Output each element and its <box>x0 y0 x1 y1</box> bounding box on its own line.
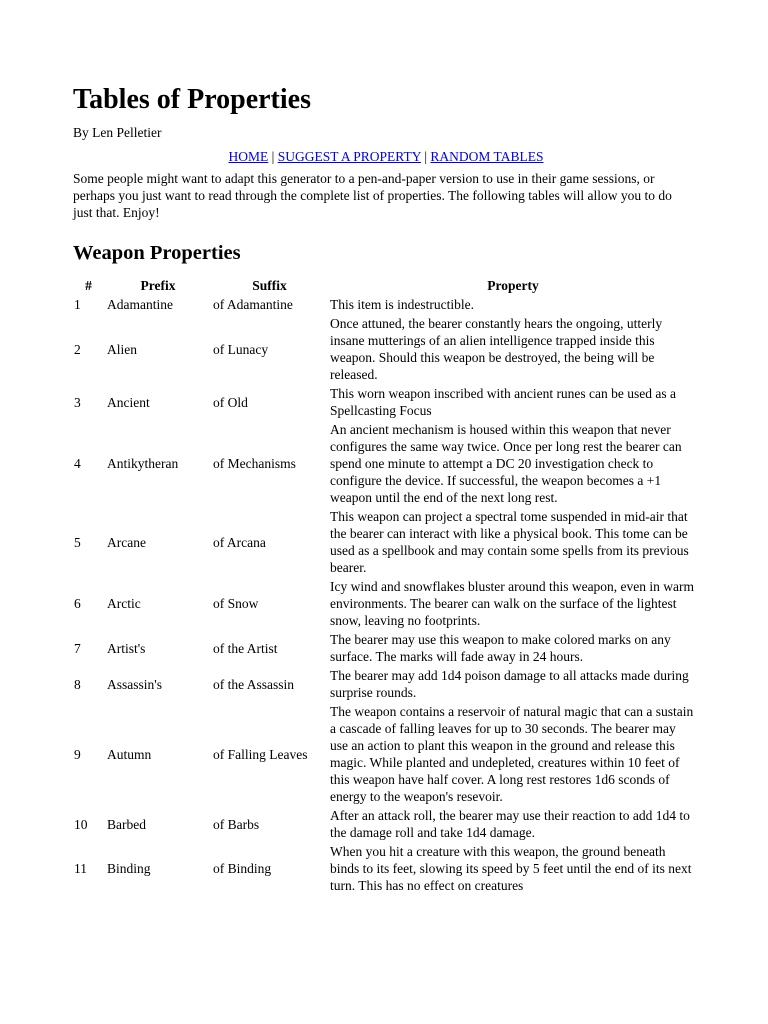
nav-separator: | <box>268 149 278 164</box>
row-suffix: of Adamantine <box>213 297 293 312</box>
table-row <box>72 420 698 507</box>
row-prefix: Barbed <box>107 816 146 832</box>
row-number: 3 <box>74 394 81 410</box>
row-prefix: Artist's <box>107 640 146 656</box>
row-suffix: of Old <box>213 394 248 410</box>
row-number: 4 <box>74 456 81 471</box>
row-suffix: of Snow <box>213 596 259 611</box>
row-prefix: Alien <box>107 341 137 357</box>
table-row <box>72 577 698 630</box>
column-header-number: # <box>85 278 92 293</box>
nav-separator: | <box>420 149 431 164</box>
row-property: The bearer may add 1d4 poison damage to all attacks made during surprise rounds. <box>330 668 689 700</box>
table-row <box>72 806 698 842</box>
page-content <box>73 82 699 895</box>
row-prefix: Arcane <box>107 534 146 550</box>
table-header-row <box>72 276 698 295</box>
table-row <box>72 295 698 314</box>
row-number: 8 <box>74 676 81 692</box>
row-suffix: of the Assassin <box>213 676 294 692</box>
home-link[interactable]: HOME <box>228 149 269 164</box>
row-property: When you hit a creature with this weapon, the ground beneath binds to its feet, slowing its speed by 5 feet until the end of its next turn. This has no effect on creatures <box>330 844 692 893</box>
row-suffix: of Arcana <box>213 534 266 550</box>
row-suffix: of Lunacy <box>213 341 269 357</box>
table-row <box>72 702 698 806</box>
row-number: 1 <box>74 297 81 312</box>
row-number: 7 <box>74 640 81 656</box>
row-suffix: of Mechanisms <box>213 456 296 471</box>
row-prefix: Ancient <box>107 394 150 410</box>
row-suffix: of Binding <box>213 861 272 876</box>
column-header-suffix: Suffix <box>252 278 287 293</box>
weapon-properties-table <box>72 276 698 895</box>
table-row <box>72 630 698 666</box>
random-tables-link[interactable]: RANDOM TABLES <box>430 149 544 164</box>
column-header-prefix: Prefix <box>140 278 176 293</box>
row-prefix: Binding <box>107 861 151 876</box>
row-prefix: Antikytheran <box>107 456 179 471</box>
row-prefix: Assassin's <box>107 676 162 692</box>
page-title: Tables of Properties <box>73 84 311 115</box>
row-property: After an attack roll, the bearer may use their reaction to add 1d4 to the damage roll and take 1d4 damage. <box>330 808 690 840</box>
row-property: An ancient mechanism is housed within this weapon that never configures the same way twice. Once per long rest the bearer can spend one minute to attempt a DC 20 investigation check to configure the device. If successful, the weapon becomes a +1 weapon until the end of the next long rest. <box>330 422 682 505</box>
suggest-property-link[interactable]: SUGGEST A PROPERTY <box>277 149 421 164</box>
table-row <box>72 842 698 895</box>
table-row <box>72 384 698 420</box>
row-prefix: Autumn <box>107 746 152 762</box>
row-number: 10 <box>74 816 88 832</box>
row-prefix: Arctic <box>107 596 141 611</box>
row-property: Once attuned, the bearer constantly hears the ongoing, utterly insane mutterings of an alien intelligence trapped inside this weapon. Should this weapon be destroyed, the being will be released. <box>330 316 663 382</box>
row-property: The weapon contains a reservoir of natural magic that can a sustain a cascade of falling leaves for up to 30 seconds. The bearer may use an action to plant this weapon in the ground and release this magic. While planted and undepleted, creatures within 10 feet of this weapon have half cover. A long rest restores 1d6 sconds of energy to the weapon's resevoir. <box>330 704 694 804</box>
table-row <box>72 666 698 702</box>
weapon-properties-heading: Weapon Properties <box>73 242 241 264</box>
row-property: This weapon can project a spectral tome suspended in mid-air that the bearer can interact with like a physical book. This tome can be used as a spellbook and may contain some spells from its previous bearer. <box>330 509 689 575</box>
row-property: This worn weapon inscribed with ancient runes can be used as a Spellcasting Focus <box>330 386 677 418</box>
row-number: 11 <box>74 861 87 876</box>
row-number: 9 <box>74 746 81 762</box>
row-suffix: of Falling Leaves <box>213 746 308 762</box>
row-number: 6 <box>74 596 81 611</box>
row-property: Icy wind and snowflakes bluster around this weapon, even in warm environments. The bearer can walk on the surface of the lightest snow, leaving no footprints. <box>330 579 695 628</box>
table-row <box>72 314 698 384</box>
row-property: This item is indestructible. <box>330 297 474 312</box>
author-byline: By Len Pelletier <box>73 125 162 140</box>
row-property: The bearer may use this weapon to make colored marks on any surface. The marks will fade away in 24 hours. <box>330 632 671 664</box>
row-suffix: of Barbs <box>213 816 260 832</box>
column-header-property: Property <box>487 278 539 293</box>
table-row <box>72 507 698 577</box>
row-prefix: Adamantine <box>107 297 173 312</box>
row-suffix: of the Artist <box>213 640 278 656</box>
row-number: 5 <box>74 534 81 550</box>
intro-paragraph: Some people might want to adapt this generator to a pen-and-paper version to use in their game sessions, or perhaps you just want to read through the complete list of properties. The following tables will allow you to do just that. Enjoy! <box>73 171 672 220</box>
row-number: 2 <box>74 341 81 357</box>
nav-links <box>73 148 699 165</box>
